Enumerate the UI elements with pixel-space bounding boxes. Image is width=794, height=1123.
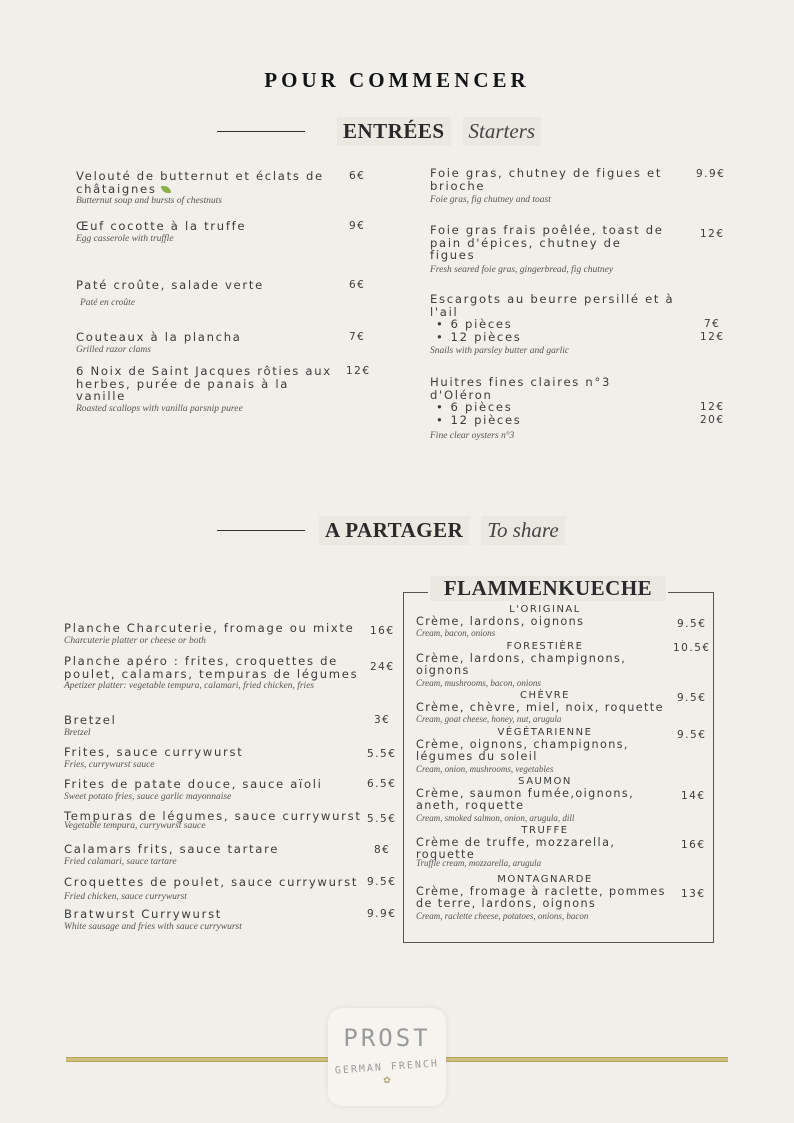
item-desc: Snails with parsley butter and garlic: [430, 346, 570, 356]
logo-wordmark: PROST: [343, 1024, 431, 1052]
option-item: • 6 pièces: [430, 401, 675, 414]
item-price: 12€: [346, 365, 371, 377]
item-desc: Apetizer platter: vegetable tempura, calamari, fried chicken, fries: [64, 681, 315, 691]
item-name: Bratwurst Currywurst: [64, 907, 223, 921]
item-price: 7€: [704, 318, 721, 330]
item-price: 9.5€: [677, 618, 707, 630]
item-desc: Bretzel: [64, 727, 91, 738]
menu-item: [64, 908, 364, 933]
item-name: 6 Noix de Saint Jacques rôties aux herbes, purée de panais à la vanille: [76, 364, 332, 403]
menu-item: [64, 655, 364, 692]
item-name: Frites de patate douce, sauce aïoli: [64, 777, 323, 791]
item-price: 16€: [370, 625, 395, 637]
item-desc: Charcuterie platter or cheese or both: [64, 635, 206, 646]
item-price: 9.9€: [696, 168, 726, 180]
menu-item: [64, 843, 364, 868]
item-name: Planche Charcuterie, fromage ou mixte: [64, 621, 355, 635]
item-price: 12€: [700, 228, 725, 240]
pretzel-icon: ✿: [383, 1076, 391, 1086]
item-desc: Fried chicken, sauce currywurst: [64, 891, 187, 902]
item-desc: Cream, bacon, onions: [416, 628, 496, 639]
item-price: 6€: [349, 170, 366, 182]
page-title: POUR COMMENCER: [264, 68, 530, 92]
item-desc: Grilled razor clams: [76, 344, 151, 355]
item-price: 24€: [370, 661, 395, 673]
item-price: 10.5€: [673, 642, 711, 654]
footer-gold-line: [444, 1057, 728, 1062]
item-name: Escargots au beurre persillé et à l'ail: [430, 292, 675, 319]
item-name: Crème, oignons, champignons, légumes du soleil: [416, 738, 629, 764]
item-price: 9.5€: [367, 876, 397, 888]
item-price: 6.5€: [367, 778, 397, 790]
item-desc: White sausage and fries with sauce currywurst: [64, 921, 242, 932]
item-desc: Cream, mushrooms, bacon, onions: [416, 677, 541, 688]
header-rule: [217, 131, 305, 132]
item-name: Crème, lardons, oignons: [416, 615, 585, 628]
item-name: Œuf cocotte à la truffe: [76, 219, 247, 233]
starters-title-en: Starters: [463, 117, 542, 146]
footer-gold-line: [66, 1057, 332, 1062]
logo-tagline: GERMAN FRENCH: [334, 1058, 440, 1077]
menu-item: [430, 224, 670, 276]
item-desc: Egg casserole with truffle: [76, 233, 174, 244]
item-desc: Fries, currywurst sauce: [64, 759, 155, 770]
menu-item: [76, 365, 338, 415]
item-name: Planche apéro : frites, croquettes de poulet, calamars, tempuras de légumes: [64, 654, 359, 681]
option-item: • 12 pièces: [430, 331, 675, 344]
flam-item: [416, 788, 678, 823]
menu-item: [76, 279, 338, 309]
item-desc: Fresh seared foie gras, gingerbread, fig chutney: [430, 264, 614, 275]
leaf-icon: [161, 186, 171, 193]
item-price: 7€: [349, 331, 366, 343]
flam-category: FORESTIÈRE: [506, 641, 584, 652]
item-name: Velouté de butternut et éclats de châtaignes: [76, 169, 324, 196]
frame-top-rule: [668, 592, 714, 593]
item-desc: Fried calamari, sauce tartare: [64, 856, 177, 867]
flam-category: TRUFFE: [521, 825, 569, 836]
item-desc: Cream, raclette cheese, potatoes, onions, bacon: [416, 910, 589, 921]
item-desc: Paté en croûte: [80, 297, 136, 308]
item-name: Bretzel: [64, 713, 117, 727]
item-price: 3€: [374, 714, 391, 726]
item-price: 12€: [700, 331, 725, 343]
flam-item: [416, 837, 678, 868]
item-name: Crème de truffe, mozzarella, roquette: [416, 836, 616, 862]
flam-category: VÉGÉTARIENNE: [497, 727, 593, 738]
menu-item: [430, 376, 675, 442]
item-price: 13€: [681, 888, 706, 900]
starters-header: [217, 117, 541, 146]
menu-item: [64, 778, 364, 803]
item-name: Calamars frits, sauce tartare: [64, 842, 280, 856]
share-title-fr: A PARTAGER: [319, 516, 469, 545]
item-desc: Roasted scallops with vanilla parsnip puree: [76, 403, 243, 414]
menu-item: [76, 220, 338, 245]
item-name: Foie gras, chutney de figues et brioche: [430, 166, 663, 193]
item-price: 6€: [349, 279, 366, 291]
item-price: 16€: [681, 839, 706, 851]
menu-item: [76, 331, 338, 356]
item-name: Crème, saumon fumée,oignons, aneth, roquette: [416, 787, 635, 813]
flam-category: CHÈVRE: [520, 690, 570, 701]
item-price: 9.5€: [677, 692, 707, 704]
flam-item: [416, 653, 678, 688]
menu-item: [430, 167, 670, 206]
item-name: Paté croûte, salade verte: [76, 278, 264, 292]
item-price: 5.5€: [367, 748, 397, 760]
option-list: [430, 318, 675, 343]
item-price: 9.9€: [367, 908, 397, 920]
item-desc: Truffle cream, mozzarella, arugula: [416, 857, 542, 868]
item-name: Huitres fines claires n°3 d'Oléron: [430, 375, 612, 402]
starters-title-fr: ENTRÉES: [337, 117, 451, 146]
frame-top-rule: [403, 592, 428, 593]
item-name: Crème, chèvre, miel, noix, roquette: [416, 701, 664, 714]
header-rule: [217, 530, 305, 531]
flam-item: [416, 616, 678, 638]
item-desc: Cream, goat cheese, honey, nut, arugula: [416, 714, 562, 725]
flam-category: MONTAGNARDE: [497, 874, 593, 885]
item-name: Frites, sauce currywurst: [64, 745, 244, 759]
item-price: 9€: [349, 220, 366, 232]
share-header: [217, 516, 565, 545]
menu-item: [64, 810, 364, 832]
item-name: Tempuras de légumes, sauce currywurst: [64, 809, 362, 823]
item-price: 9.5€: [677, 729, 707, 741]
option-item: • 12 pièces: [430, 414, 675, 427]
item-price: 8€: [374, 844, 391, 856]
item-price: 14€: [681, 790, 706, 802]
menu-item: [76, 170, 338, 207]
item-name: Couteaux à la plancha: [76, 330, 242, 344]
item-desc: Fine clear oysters n°3: [430, 431, 515, 441]
menu-item: [64, 714, 364, 739]
flammenkueche-title: FLAMMENKUECHE: [430, 576, 666, 601]
option-list: [430, 401, 675, 426]
flam-category: SAUMON: [518, 776, 572, 787]
item-name: Crème, lardons, champignons, oignons: [416, 652, 627, 678]
prost-logo: [328, 1008, 446, 1106]
item-price: 20€: [700, 414, 725, 426]
item-name: Foie gras frais poêlée, toast de pain d'épices, chutney de figues: [430, 223, 664, 262]
menu-item: [64, 876, 364, 903]
item-desc: Butternut soup and bursts of chestnuts: [76, 196, 222, 206]
item-price: 5.5€: [367, 813, 397, 825]
flam-category: L'ORIGINAL: [509, 604, 581, 615]
item-desc: Cream, smoked salmon, onion, arugula, dill: [416, 812, 575, 823]
item-name: Croquettes de poulet, sauce currywurst: [64, 875, 359, 889]
menu-item: [64, 622, 364, 647]
item-desc: Sweet potato fries, sauce garlic mayonnaise: [64, 791, 232, 802]
menu-item: [64, 746, 364, 771]
flam-item: [416, 702, 678, 724]
item-desc: Vegetable tempura, currywurst sauce: [64, 820, 206, 831]
item-desc: Foie gras, fig chutney and toast: [430, 195, 551, 205]
menu-item: [430, 293, 675, 357]
flam-item: [416, 739, 678, 774]
item-desc: Cream, onion, mushrooms, vegetables: [416, 763, 554, 774]
share-title-en: To share: [481, 516, 564, 545]
item-price: 12€: [700, 401, 725, 413]
option-item: • 6 pièces: [430, 318, 675, 331]
flam-item: [416, 886, 678, 921]
item-name: Crème, fromage à raclette, pommes de terre, lardons, oignons: [416, 885, 666, 911]
